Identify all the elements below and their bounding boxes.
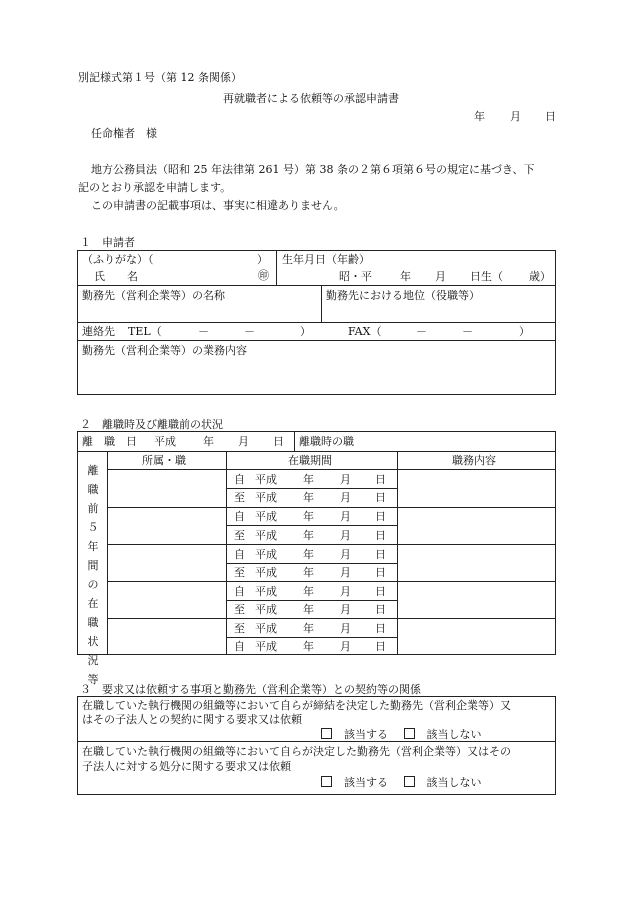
item2-line1: 在職していた執行機関の組織等において自らが決定した勤務先（営利企業等）又はその	[82, 745, 511, 758]
period-row-y: 年	[303, 510, 314, 523]
business-label: 勤務先（営利企業等）の業務内容	[82, 344, 247, 357]
period-row-d: 日	[375, 585, 386, 598]
period-row-m: 月	[340, 510, 351, 523]
period-row-era: 平成	[255, 491, 277, 504]
item1-yes-label: 該当する	[344, 728, 388, 741]
period-row-d: 日	[375, 510, 386, 523]
period-row-d: 日	[375, 491, 386, 504]
period-row-era: 平成	[255, 548, 277, 561]
period-row-y: 年	[303, 622, 314, 635]
period-row-y: 年	[303, 473, 314, 486]
period-row-prefix: 自	[234, 585, 245, 598]
birth-label: 生年月日（年齢）	[282, 253, 370, 266]
retire-date-label: 離 職 日	[82, 435, 137, 448]
period-row-d: 日	[375, 622, 386, 635]
period-row-y: 年	[303, 640, 314, 653]
birth-year-label: 年	[400, 270, 411, 283]
age-label: 歳）	[529, 270, 551, 283]
section3-heading: ３ 要求又は依頼する事項と勤務先（営利企業等）との契約等の関係	[80, 683, 421, 696]
retire-position-label: 離職時の職	[299, 435, 354, 448]
period-row-d: 日	[375, 473, 386, 486]
fax-close: ）	[519, 325, 530, 338]
period-row-era: 平成	[255, 585, 277, 598]
section2-heading: ２ 離職時及び離職前の状況	[80, 418, 223, 431]
period-row-m: 月	[340, 529, 351, 542]
birth-day-label: 日生（	[470, 270, 503, 283]
period-row-era: 平成	[255, 566, 277, 579]
retire-day: 日	[273, 435, 284, 448]
period-row-era: 平成	[255, 473, 277, 486]
birth-month-label: 月	[435, 270, 446, 283]
era-label: 昭・平	[339, 270, 372, 283]
tel-dash-2: －	[244, 325, 255, 338]
item1-options	[321, 728, 482, 740]
period-row-era: 平成	[255, 603, 277, 616]
form-title: 再就職者による依頼等の承認申請書	[223, 92, 399, 105]
period-row-d: 日	[375, 566, 386, 579]
fax-dash-2: －	[462, 325, 473, 338]
fax-dash-1: －	[416, 325, 427, 338]
period-row-m: 月	[340, 603, 351, 616]
contact-label: 連絡先	[82, 325, 115, 338]
period-row-m: 月	[340, 566, 351, 579]
employer-name-label: 勤務先（営利企業等）の名称	[82, 289, 225, 302]
date-day-label: 日	[545, 110, 556, 123]
item1-no-label: 該当しない	[426, 728, 482, 741]
tel-label: TEL（	[128, 325, 162, 338]
date-year-label: 年	[474, 110, 485, 123]
period-row-prefix: 自	[234, 510, 245, 523]
period-row-prefix: 至	[234, 603, 245, 616]
section1-heading: １ 申請者	[80, 236, 135, 249]
item2-yes-label: 該当する	[344, 776, 388, 789]
period-row-prefix: 自	[234, 640, 245, 653]
period-row-d: 日	[375, 603, 386, 616]
seal-mark: ㊞	[258, 269, 269, 282]
period-row-y: 年	[303, 548, 314, 561]
item2-options	[321, 776, 482, 788]
intro-line-2: 記のとおり承認を申請します。	[78, 181, 232, 194]
intro-line-1: 地方公務員法（昭和 25 年法律第 261 号）第 38 条の２第６項第６号の規定に基づき、下	[91, 163, 535, 176]
period-row-y: 年	[303, 566, 314, 579]
item1-line1: 在職していた執行機関の組織等において自らが締結を決定した勤務先（営利企業等）又	[82, 699, 511, 712]
period-row-d: 日	[375, 640, 386, 653]
tel-dash-1: －	[198, 325, 209, 338]
item2-yes-checkbox[interactable]	[321, 776, 332, 787]
furigana-label: （ふりがな）（	[82, 253, 154, 266]
item2-no-label: 該当しない	[426, 776, 482, 789]
period-row-prefix: 自	[234, 473, 245, 486]
period-row-d: 日	[375, 529, 386, 542]
addressee: 任命権者 様	[91, 127, 157, 140]
form-id: 別記様式第１号（第 12 条関係）	[78, 71, 242, 84]
period-row-m: 月	[340, 491, 351, 504]
period-row-prefix: 至	[234, 566, 245, 579]
furigana-close: ）	[257, 253, 268, 266]
period-row-era: 平成	[255, 510, 277, 523]
name-label: 氏 名	[94, 270, 138, 283]
item1-line2: はその子法人との契約に関する要求又は依頼	[82, 713, 302, 726]
period-row-y: 年	[303, 491, 314, 504]
period-row-y: 年	[303, 603, 314, 616]
period-row-m: 月	[340, 585, 351, 598]
col-duties: 職務内容	[452, 454, 496, 467]
fax-label: FAX（	[348, 325, 382, 338]
history-side-label: 離 職 前 ５ 年 間 の 在 職 状 況 等	[87, 464, 99, 686]
period-row-prefix: 至	[234, 491, 245, 504]
period-row-m: 月	[340, 473, 351, 486]
period-row-era: 平成	[255, 622, 277, 635]
period-row-prefix: 至	[234, 622, 245, 635]
period-row-era: 平成	[255, 529, 277, 542]
retire-era: 平成	[154, 435, 176, 448]
item2-no-checkbox[interactable]	[404, 776, 415, 787]
retire-year: 年	[203, 435, 214, 448]
item1-no-checkbox[interactable]	[404, 728, 415, 739]
date-month-label: 月	[510, 110, 521, 123]
item1-yes-checkbox[interactable]	[321, 728, 332, 739]
col-period: 在職期間	[288, 454, 332, 467]
period-row-y: 年	[303, 585, 314, 598]
period-row-d: 日	[375, 548, 386, 561]
retire-month: 月	[238, 435, 249, 448]
tel-close: ）	[300, 325, 311, 338]
period-row-era: 平成	[255, 640, 277, 653]
period-row-prefix: 自	[234, 548, 245, 561]
period-row-m: 月	[340, 622, 351, 635]
period-row-m: 月	[340, 640, 351, 653]
period-row-y: 年	[303, 529, 314, 542]
period-row-prefix: 至	[234, 529, 245, 542]
period-row-m: 月	[340, 548, 351, 561]
position-label: 勤務先における地位（役職等）	[326, 289, 480, 302]
item2-line2: 子法人に対する処分に関する要求又は依頼	[82, 760, 291, 773]
col-affiliation: 所属・職	[142, 454, 186, 467]
intro-declaration: この申請書の記載事項は、事実に相違ありません。	[91, 199, 345, 212]
